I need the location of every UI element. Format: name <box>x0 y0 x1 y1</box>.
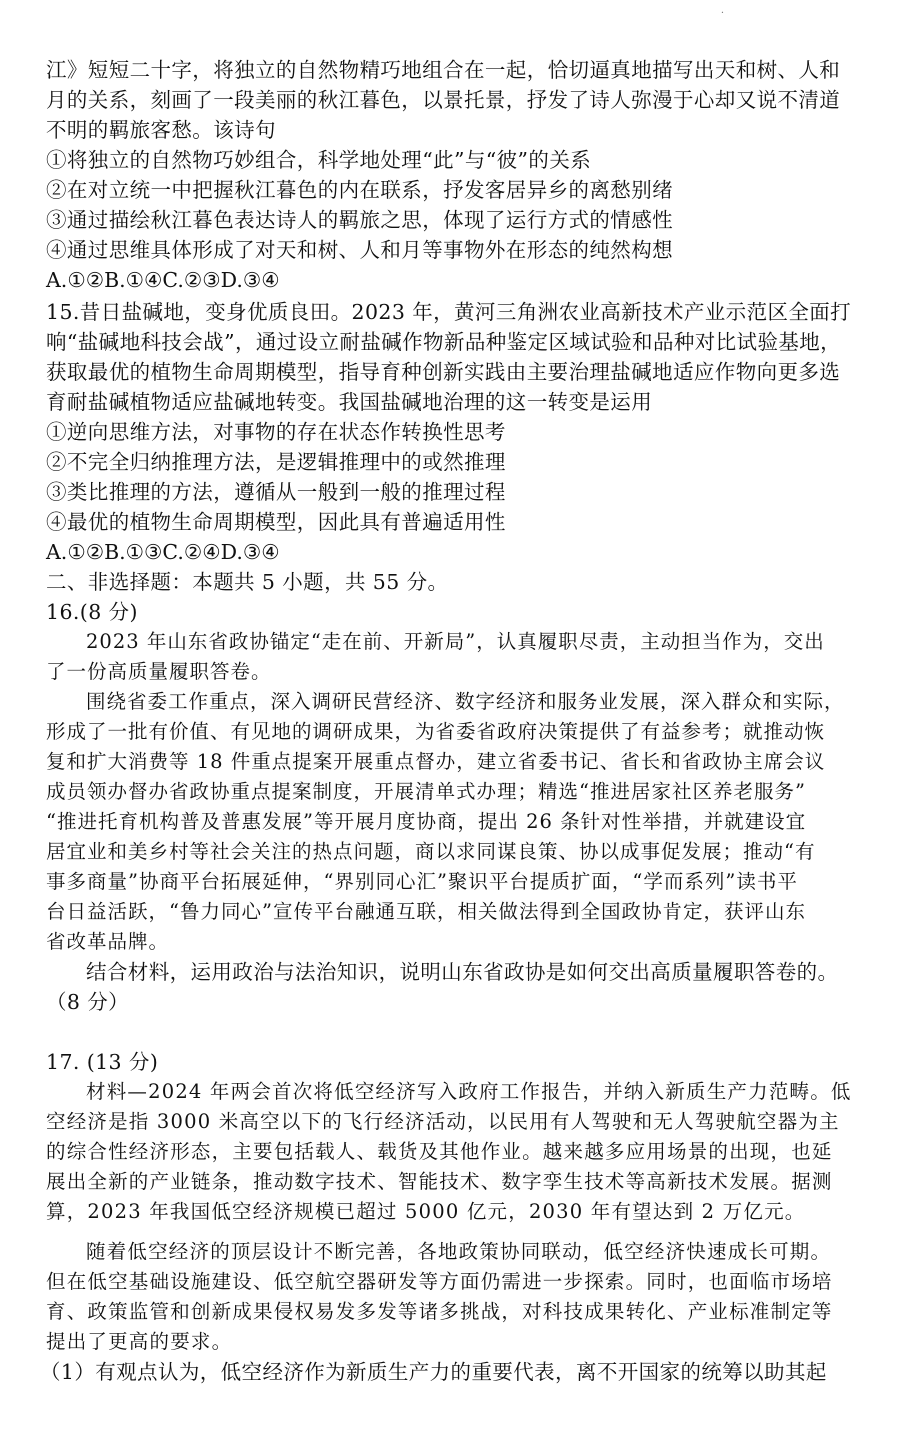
q16-paragraph-line: 复和扩大消费等 18 件重点提案开展重点督办，建立省委书记、省长和省政协主席会议 <box>46 750 826 773</box>
q16-paragraph-line: 2023 年山东省政协锚定“走在前、开新局”，认真履职尽责，主动担当作为，交出 <box>86 630 825 653</box>
q17-paragraph-line: 材料—2024 年两会首次将低空经济写入政府工作报告，并纳入新质生产力范畴。低 <box>86 1080 852 1103</box>
q17-paragraph-line: 空经济是指 3000 米高空以下的飞行经济活动，以民用有人驾驶和无人驾驶航空器为主 <box>46 1110 840 1133</box>
q15-choice-item: ③类比推理的方法，遵循从一般到一般的推理过程 <box>46 480 506 504</box>
q14-text-line: 不明的羁旅客愁。该诗句 <box>46 118 276 142</box>
q16-paragraph-line: 成员领办督办省政协重点提案制度，开展清单式办理；精选“推进居家社区养老服务” <box>46 780 806 803</box>
q17-subquestion-1: （1）有观点认为，低空经济作为新质生产力的重要代表，离不开国家的统筹以助其起 <box>40 1360 827 1384</box>
q17-paragraph-line: 育、政策监管和创新成果侵权易发多发等诸多挑战，对科技成果转化、产业标准制定等 <box>46 1300 833 1323</box>
q16-paragraph-line: 形成了一批有价值、有见地的调研成果，为省委省政府决策提供了有益参考；就推动恢 <box>46 720 826 743</box>
q14-choice-item: ④通过思维具体形成了对天和树、人和月等事物外在形态的纯然构想 <box>46 238 673 262</box>
q17-paragraph-line: 提出了更高的要求。 <box>46 1330 233 1353</box>
q17-paragraph-line: 随着低空经济的顶层设计不断完善，各地政策协同联动，低空经济快速成长可期。 <box>86 1240 832 1263</box>
q16-paragraph-line: 台日益活跃，“鲁力同心”宣传平台融通互联，相关做法得到全国政协肯定，获评山东 <box>46 900 806 923</box>
q16-paragraph-line: 围绕省委工作重点，深入调研民营经济、数字经济和服务业发展，深入群众和实际， <box>86 690 845 713</box>
q16-paragraph-line: 居宜业和美乡村等社会关注的热点问题，商以求同谋良策、协以成事促发展；推动“有 <box>46 840 816 863</box>
q15-choice-item: ②不完全归纳推理方法，是逻辑推理中的或然推理 <box>46 450 506 474</box>
q14-choice-item: ①将独立的自然物巧妙组合，科学地处理“此”与“彼”的关系 <box>46 148 592 172</box>
q16-header: 16.(8 分) <box>46 600 138 624</box>
q16-question: 结合材料，运用政治与法治知识，说明山东省政协是如何交出高质量履职答卷的。 <box>86 960 839 984</box>
q14-options: A.①②B.①④C.②③D.③④ <box>46 268 280 292</box>
q15-text-line: 15.昔日盐碱地，变身优质良田。2023 年，黄河三角洲农业高新技术产业示范区全面打 <box>46 300 852 324</box>
q17-header: 17. (13 分) <box>46 1050 159 1074</box>
q16-paragraph-line: 省改革品牌。 <box>46 930 170 953</box>
q15-text-line: 育耐盐碱植物适应盐碱地转变。我国盐碱地治理的这一转变是运用 <box>46 390 653 414</box>
q15-choice-item: ①逆向思维方法，对事物的存在状态作转换性思考 <box>46 420 506 444</box>
q16-paragraph-line: 事多商量”协商平台拓展延伸，“界别同心汇”聚识平台提质扩面，“学而系列”读书平 <box>46 870 798 893</box>
q17-paragraph-line: 展出全新的产业链条，推动数字技术、智能技术、数字孪生技术等高新技术发展。据测 <box>46 1170 833 1193</box>
q15-text-line: 获取最优的植物生命周期模型，指导育种创新实践由主要治理盐碱地适应作物向更多选 <box>46 360 841 384</box>
q16-points: （8 分） <box>46 990 130 1014</box>
q16-paragraph-line: “推进托育机构普及普惠发展”等开展月度协商，提出 26 条针对性举措，并就建设宜 <box>46 810 807 833</box>
q14-choice-item: ②在对立统一中把握秋江暮色的内在联系，抒发客居异乡的离愁别绪 <box>46 178 673 202</box>
q15-text-line: 响“盐碱地科技会战”，通过设立耐盐碱作物新品种鉴定区域试验和品种对比试验基地， <box>46 330 842 354</box>
q17-paragraph-line: 但在低空基础设施建设、低空航空器研发等方面仍需进一步探索。同时，也面临市场培 <box>46 1270 833 1293</box>
q16-paragraph-line: 了一份高质量履职答卷。 <box>46 660 272 683</box>
q17-paragraph-line: 的综合性经济形态，主要包括载人、载货及其他作业。越来越多应用场景的出现，也延 <box>46 1140 833 1163</box>
q15-choice-item: ④最优的植物生命周期模型，因此具有普遍适用性 <box>46 510 506 534</box>
q15-options: A.①②B.①③C.②④D.③④ <box>46 540 280 564</box>
scan-mark: · <box>720 8 724 19</box>
q17-paragraph-line: 算，2023 年我国低空经济规模已超过 5000 亿元，2030 年有望达到 2 万亿元。 <box>46 1200 806 1223</box>
q14-choice-item: ③通过描绘秋江暮色表达诗人的羁旅之思，体现了运行方式的情感性 <box>46 208 673 232</box>
q14-text-line: 江》短短二十字，将独立的自然物精巧地组合在一起，恰切逼真地描写出天和树、人和 <box>46 58 841 82</box>
section-heading: 二、非选择题：本题共 5 小题，共 55 分。 <box>46 570 449 594</box>
q14-text-line: 月的关系，刻画了一段美丽的秋江暮色，以景托景，抒发了诗人弥漫于心却又说不清道 <box>46 88 841 112</box>
